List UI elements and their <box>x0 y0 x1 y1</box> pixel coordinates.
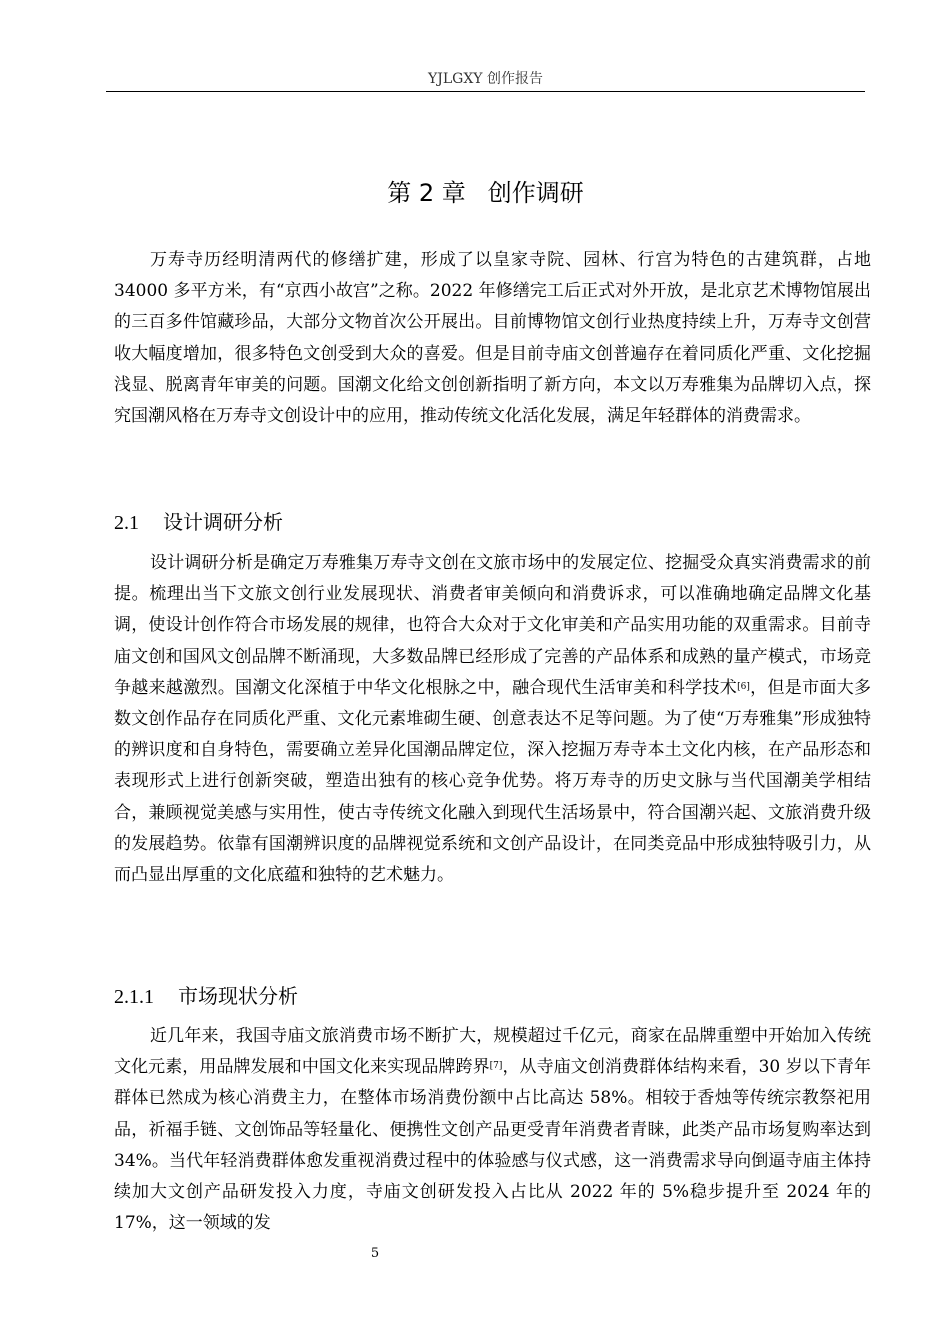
chapter-name: 创作调研 <box>487 179 584 207</box>
paragraph-text: 近几年来，我国寺庙文旅消费市场不断扩大，规模超过千亿元，商家在品牌重塑中开始加入传统文化元素，用品牌发展和中国文化来实现品牌跨界 <box>114 1026 871 1078</box>
section-2-1-paragraph <box>114 548 871 891</box>
section-title: 设计调研分析 <box>163 510 283 534</box>
chapter-number: 第 2 章 <box>387 179 466 207</box>
paragraph-text: ，但是市面大多数文创作品存在同质化严重、文化元素堆砌生硬、创意表达不足等问题。为了使“万寿雅集”形成独特的辨识度和自身特色，需要确立差异化国潮品牌定位，深入挖掘万寿寺本土文化内核，在产品形态和表现形式上进行创新突破，塑造出独有的核心竞争优势。将万寿寺的历史文脉与当代国潮美学相结合，兼顾视觉美感与实用性，使古寺传统文化融入到现代生活场景中，符合国潮兴起、文旅消费升级的发展趋势。依靠有国潮辨识度的品牌视觉系统和文创产品设计，在同类竞品中形成独特吸引力，从而凸显出厚重的文化底蕴和独特的艺术魅力。 <box>114 677 872 886</box>
section-2-1-1-heading <box>114 982 854 1011</box>
header-rule <box>106 91 865 92</box>
section-2-1-heading <box>114 508 854 537</box>
running-header: YJLGXY 创作报告 <box>428 71 543 87</box>
page-number: 5 <box>370 1246 380 1261</box>
section-number: 2.1.1 <box>114 986 154 1008</box>
section-2-1-1-paragraph <box>114 1021 871 1239</box>
chapter-title <box>106 176 865 210</box>
section-title: 市场现状分析 <box>178 984 298 1008</box>
citation-ref: [7] <box>489 1061 503 1072</box>
paragraph-text: 设计调研分析是确定万寿雅集万寿寺文创在文旅市场中的发展定位、挖掘受众真实消费需求的前提。梳理出当下文旅文创行业发展现状、消费者审美倾向和消费诉求，可以准确地确定品牌文化基调，使设计创作符合市场发展的规律，也符合大众对于文化审美和产品实用功能的双重需求。目前寺庙文创和国风文创品牌不断涌现，大多数品牌已经形成了完善的产品体系和成熟的量产模式，市场竞争越来越激烈。国潮文化深植于中华文化根脉之中，融合现代生活审美和科学技术 <box>114 553 871 698</box>
section-number: 2.1 <box>114 512 139 534</box>
paragraph-text: ，从寺庙文创消费群体结构来看，30 岁以下青年群体已然成为核心消费主力，在整体市场消费份额中占比高达 58%。相较于香烛等传统宗教祭祀用品，祈福手链、文创饰品等轻量化、便携性文创产品更受青年消费者青睐，此类产品市场复购率达到 34%。当代年轻消费群体愈发重视消费过程中的体验感与仪式感，这一消费需求导向倒逼寺庙主体持续加大文创产品研发投入力度，寺庙文创研发投入占比从 2022 年的 5%稳步提升至 2024 年的 17%，这一领域的发 <box>114 1057 871 1234</box>
citation-ref: [6] <box>737 681 750 692</box>
intro-paragraph: 万寿寺历经明清两代的修缮扩建，形成了以皇家寺院、园林、行宫为特色的古建筑群，占地 34000 多平方米，有“京西小故宫”之称。2022 年修缮完工后正式对外开放，是北京艺术博物馆展出的三百多件馆藏珍品，大部分文物首次公开展出。目前博物馆文创行业热度持续上升，万寿寺文创营收大幅度增加，很多特色文创受到大众的喜爱。但是目前寺庙文创普遍存在着同质化严重、文化挖掘浅显、脱离青年审美的问题。国潮文化给文创创新指明了新方向，本文以万寿雅集为品牌切入点，探究国潮风格在万寿寺文创设计中的应用，推动传统文化活化发展，满足年轻群体的消费需求。 <box>114 250 871 427</box>
